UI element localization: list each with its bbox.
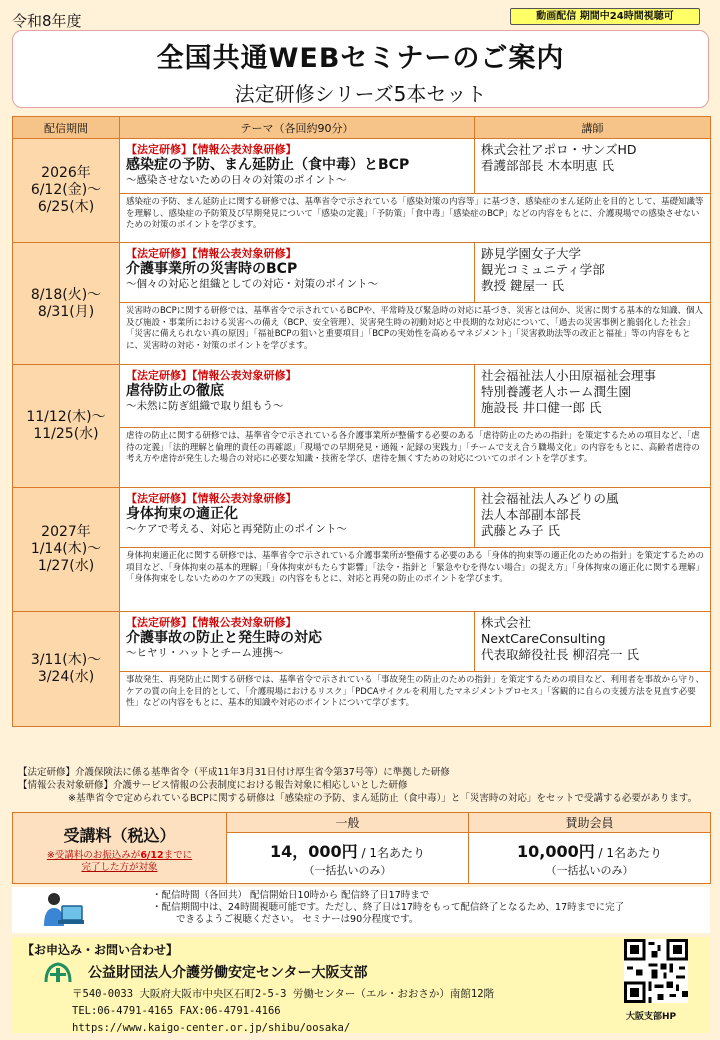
session-row xyxy=(13,488,711,548)
fee-header-general: 一般 xyxy=(227,813,469,833)
general-price: 14，000円 xyxy=(270,841,358,861)
session-title: 身体拘束の適正化 xyxy=(126,506,238,522)
session-tags: 【法定研修】【情報公表対象研修】 xyxy=(126,369,297,382)
qr-code-icon[interactable] xyxy=(624,939,688,1003)
session-date xyxy=(13,365,120,488)
lecturer-line: 教授 鍵屋一 氏 xyxy=(481,278,564,293)
fee-deadline-date: 6/12 xyxy=(140,849,164,861)
session-date-end: 6/25(木) xyxy=(37,199,95,215)
lecturer-line: 武藤とみ子 氏 xyxy=(481,523,560,538)
lecturer-line: 法人本部副本部長 xyxy=(481,507,582,522)
session-tags: 【法定研修】【情報公表対象研修】 xyxy=(126,143,297,156)
session-row xyxy=(13,365,711,428)
fee-note-part: 完了した方が対象 xyxy=(81,861,158,873)
session-lecturer xyxy=(475,612,711,672)
member-unit: / 1名あたり xyxy=(594,845,663,860)
session-date xyxy=(13,488,120,612)
session-description: 災害時のBCPに関する研修では、基準省令で示されているBCPや、平常時及び緊急時の対応に基づき、災害とは何か、災害に関する基本的な知識、個人及び施設・事業所における災害への備え（BCP、安全管理）、災害発生時の初動対応と中長期的な対応について、「過去の災害事例と脆弱化した社会」「災害に備えられない真の原因」「福祉BCPの狙いと重要項目」「BCPの実効性を高めるマネジメント」「災害救助法等の改正と福祉」等の内容をもとに、災害時の対応・対策のポイントを学びます。 xyxy=(120,303,711,365)
session-date-end: 1/27(水) xyxy=(37,558,95,574)
info-item-cont: できるようご視聴ください。 セミナーは90分程度です。 xyxy=(176,914,419,925)
session-title: 介護事業所の災害時のBCP xyxy=(126,261,298,277)
contact-phone-fax: TEL:06-4791-4165 FAX:06-4791-4166 xyxy=(72,1005,281,1017)
column-header-topic: テーマ（各回約90分） xyxy=(120,117,475,139)
qr-label: 大阪支部HP xyxy=(626,1012,677,1022)
session-description: 感染症の予防、まん延防止に関する研修では、基準省令で示されている「感染対策の内容等」に基づき、感染症のまん延防止を目的として、基礎知識等を理解し、感染症の予防策及び早期発見について「感染の定義」「予防策」「食中毒」「感染症のBCP」などの内容をもとに、介護現場での感染させないための対策のポイントを学びます。 xyxy=(120,194,711,243)
session-subtitle: ～ヒヤリ・ハットとチーム連携～ xyxy=(126,647,284,659)
fee-label-cell xyxy=(13,813,227,884)
session-date-end: 3/24(水) xyxy=(37,669,95,685)
lecturer-line: 特別養護老人ホーム潤生園 xyxy=(481,384,632,399)
fee-note-part: までに xyxy=(163,849,193,861)
session-date xyxy=(13,243,120,365)
session-row xyxy=(13,243,711,303)
session-lecturer xyxy=(475,488,711,548)
session-date-year: 2026年 xyxy=(41,165,91,181)
session-topic xyxy=(120,139,475,194)
streaming-info xyxy=(12,887,710,933)
title-box xyxy=(12,30,709,108)
footnote-disclosure: 【情報公表対象研修】介護サービス情報の公表制度における報告対象に相応しいとした研修 xyxy=(18,780,408,791)
session-date-start: 6/12(金)～ xyxy=(30,182,102,198)
session-title: 虐待防止の徹底 xyxy=(126,383,224,399)
session-topic xyxy=(120,243,475,303)
session-topic xyxy=(120,488,475,548)
column-header-date: 配信期間 xyxy=(13,117,120,139)
contact-url[interactable]: https://www.kaigo-center.or.jp/shibu/oosaka/ xyxy=(72,1022,351,1034)
session-description: 身体拘束適正化に関する研修では、基準省令で示されている介護事業所が整備する必要のある「身体的拘束等の適正化のための指針」を策定するための項目など、「身体拘束の基本的理解」「身体拘束がもたらす影響」「法令・指針と「緊急やむを得ない場合」の捉え方」「身体拘束の適正化に関する理解」「身体拘束をしないためのケアの実践」の内容をもとに、対応と再発の防止のポイントを学びます。 xyxy=(120,548,711,612)
fee-deadline-note xyxy=(13,850,226,874)
session-subtitle: ～感染させないための日々の対策のポイント～ xyxy=(126,174,347,186)
contact-section xyxy=(12,937,710,1033)
session-date-year: 2027年 xyxy=(41,524,91,540)
session-date xyxy=(13,139,120,243)
session-date xyxy=(13,612,120,727)
info-item: ・ 配信期間中は、24時間視聴可能です。ただし、終了日は17時をもって配信終了となるため、17時までに完了 xyxy=(152,902,702,914)
lecturer-line: 社会福祉法人みどりの風 xyxy=(481,491,619,506)
session-date-end: 8/31(月) xyxy=(37,303,95,320)
general-payment-note: （一括払いのみ） xyxy=(303,863,392,877)
lecturer-line: 看護部部長 木本明恵 氏 xyxy=(481,158,614,173)
session-row xyxy=(13,612,711,672)
lecturer-line: 株式会社アポロ・サンズHD xyxy=(481,142,637,157)
footnote-bcp: ※基準省令で定められているBCPに関する研修は「感染症の予防、まん延防止（食中毒）」と「災害時の対応」をセットで受講する必要があります。 xyxy=(68,793,698,804)
contact-address: 〒540-0033 大阪府大阪市中央区石町2-5-3 労働センター（エル・おおさか）南館12階 xyxy=(72,988,495,1000)
session-date-end: 11/25(水) xyxy=(33,426,99,442)
lecturer-line: 株式会社 xyxy=(481,615,532,630)
session-date-start: 8/18(火)～ xyxy=(30,286,102,303)
lecturer-line: 代表取締役社長 柳沼亮一 氏 xyxy=(481,647,639,662)
lecturer-line: NextCareConsulting xyxy=(481,631,606,646)
info-item: ・ 配信時間（各回共） 配信開始日10時から 配信終了日17時まで xyxy=(152,890,702,902)
session-description: 虐待の防止に関する研修では、基準省令で示されている各介護事業所が整備する必要のある「虐待防止のための指針」を策定するための項目など、「虐待の定義」「法的理解と倫理的責任の再確認」「現場での早期発見・通報・記録の実践力」「チームで支え合う職場文化」の内容をもとに、高齢者虐待の考え方や虐待が発生した場合の対応に必要な知識・技術を学び、虐待を無くすための対応についてのポイントを学びます。 xyxy=(120,428,711,488)
session-lecturer xyxy=(475,243,711,303)
page-title: 全国共通WEBセミナーのご案内 xyxy=(156,43,565,74)
schedule-table xyxy=(12,116,711,727)
lecturer-line: 跡見学園女子大学 xyxy=(481,246,582,261)
contact-heading: 【お申込み・お問い合わせ】 xyxy=(22,943,179,957)
session-lecturer xyxy=(475,139,711,194)
session-row xyxy=(13,139,711,194)
footnote-legal: 【法定研修】介護保険法に係る基準省令（平成11年3月31日付け厚生省令第37号等）に準拠した研修 xyxy=(18,767,450,778)
streaming-badge: 動画配信 期間中24時間視聴可 xyxy=(510,8,700,25)
session-date-start: 3/11(木)～ xyxy=(30,652,102,668)
session-subtitle: ～未然に防ぎ組織で取り組もう～ xyxy=(126,400,284,412)
session-tags: 【法定研修】【情報公表対象研修】 xyxy=(126,616,297,629)
session-date-start: 1/14(木)～ xyxy=(30,541,102,557)
session-subtitle: ～個々の対応と組織としての対応・対策のポイント～ xyxy=(126,278,378,290)
session-lecturer xyxy=(475,365,711,428)
session-title: 感染症の予防、まん延防止（食中毒）とBCP xyxy=(126,157,410,173)
footnotes xyxy=(18,766,697,805)
laptop-user-icon xyxy=(40,890,84,930)
fee-member xyxy=(469,833,711,884)
session-topic xyxy=(120,612,475,672)
page-subtitle: 法定研修シリーズ5本セット xyxy=(234,82,487,106)
fee-general xyxy=(227,833,469,884)
session-subtitle: ～ケアで考える、対応と再発防止のポイント～ xyxy=(126,523,347,535)
lecturer-line: 観光コミュニティ学部 xyxy=(481,262,605,277)
fee-header-member: 賛助会員 xyxy=(469,813,711,833)
session-topic xyxy=(120,365,475,428)
member-price: 10,000円 xyxy=(516,841,595,861)
session-title: 介護事故の防止と発生時の対応 xyxy=(126,630,322,646)
session-tags: 【法定研修】【情報公表対象研修】 xyxy=(126,247,297,260)
organization-logo-icon xyxy=(44,960,72,984)
fiscal-year: 令和8年度 xyxy=(12,12,82,30)
session-description: 事故発生、再発防止に関する研修では、基準省令で示されている「事故発生の防止のための指針」を策定するための項目など、利用者を事故から守り、ケアの質の向上を目的として、「介護現場におけるリスク」「PDCAサイクルを利用したマネジメントプロセス」「客観的に自らの支援方法を見直す必要性」などの内容をもとに、基本的知識や対応のポイントについて学びます。 xyxy=(120,672,711,727)
lecturer-line: 社会福祉法人小田原福祉会理事 xyxy=(481,368,657,383)
general-unit: / 1名あたり xyxy=(357,845,425,860)
session-date-start: 11/12(木)～ xyxy=(26,409,106,425)
column-header-lecturer: 講師 xyxy=(475,117,711,139)
organization-name: 公益財団法人介護労働安定センター大阪支部 xyxy=(88,965,368,981)
fee-label: 受講料（税込） xyxy=(63,825,176,845)
session-tags: 【法定研修】【情報公表対象研修】 xyxy=(126,492,297,505)
lecturer-line: 施設長 井口健一郎 氏 xyxy=(481,400,602,415)
fee-note-part: ※受講料のお振込みが xyxy=(46,849,141,861)
member-payment-note: （一括払いのみ） xyxy=(545,863,634,877)
fee-table xyxy=(12,812,711,884)
